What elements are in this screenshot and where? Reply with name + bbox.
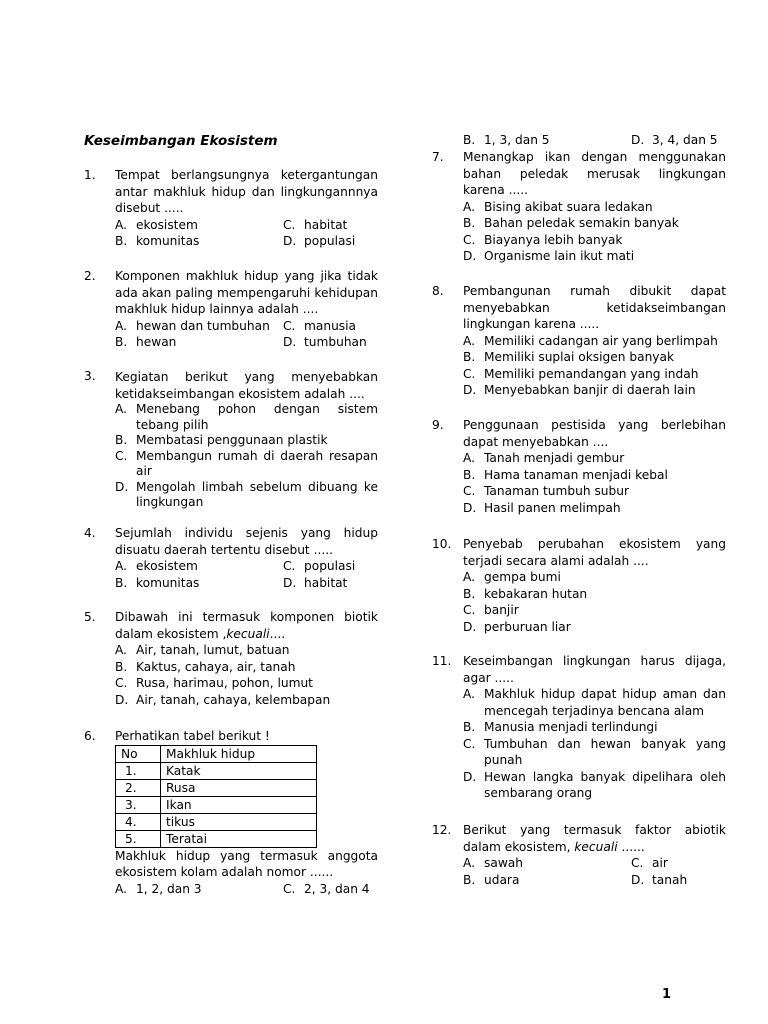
question-number: 4. [84, 526, 96, 540]
page-title: Keseimbangan Ekosistem [84, 133, 278, 149]
question-text: Perhatikan tabel berikut ! [115, 729, 270, 743]
page-number: 1 [662, 987, 672, 1002]
option-d[interactable]: D. 3, 4, dan 5 [631, 133, 718, 147]
question-4 [84, 525, 378, 591]
question-number: 9. [432, 418, 444, 432]
options [463, 199, 726, 265]
question-number: 2. [84, 269, 96, 283]
option-b[interactable]: B. Hama tanaman menjadi kebal [463, 467, 668, 482]
option-c[interactable]: C. Membangun rumah di daerah resapan air [115, 448, 378, 478]
options [115, 642, 378, 708]
option-b[interactable]: B. Membatasi penggunaan plastik [115, 433, 328, 447]
question-10 [432, 536, 726, 635]
option-b[interactable]: B. Manusia menjadi terlindungi [463, 720, 658, 734]
question-text: Pembangunan rumah dibukit dapat menyebabkan ketidakseimbangan lingkungan karena ..... [463, 284, 726, 331]
question-text: Tempat berlangsungnya ketergantungan antar makhluk hidup dan lingkungannnya disebut ..... [115, 168, 378, 215]
question-number: 7. [432, 150, 444, 164]
option-d[interactable]: D. populasi [283, 234, 356, 248]
question-3 [84, 369, 378, 511]
option-a[interactable]: A. 1, 2, dan 3 [115, 881, 202, 896]
option-d[interactable]: D. Organisme lain ikut mati [463, 249, 635, 263]
question-number: 8. [432, 284, 444, 298]
option-b[interactable]: B. komunitas [115, 234, 200, 248]
option-d[interactable]: D. Mengolah limbah sebelum dibuang ke lingkungan [115, 479, 378, 509]
question-text: Kegiatan berikut yang menyebabkan ketidakseimbangan ekosistem adalah .... [115, 370, 378, 401]
option-a[interactable]: A. gempa bumi [463, 570, 561, 584]
option-a[interactable]: A. hewan dan tumbuhan [115, 318, 270, 333]
option-d[interactable]: D. Air, tanah, cahaya, kelembapan [115, 692, 331, 707]
options [115, 881, 378, 898]
option-a[interactable]: A. Memiliki cadangan air yang berlimpah [463, 333, 718, 348]
option-b[interactable]: B. Kaktus, cahaya, air, tanah [115, 659, 296, 674]
option-d[interactable]: D. Hewan langka banyak dipelihara oleh sembarang orang [463, 769, 726, 800]
option-c[interactable]: C. Memiliki pemandangan yang indah [463, 366, 699, 381]
options [463, 450, 726, 516]
options [463, 132, 726, 149]
option-b[interactable]: B. komunitas [115, 575, 200, 590]
question-6 [84, 728, 378, 897]
options [463, 333, 726, 399]
question-text: Penyebab perubahan ekosistem yang terjadi secara alami adalah .... [463, 537, 726, 568]
question-text: Keseimbangan lingkungan harus dijaga, agar ..... [463, 654, 726, 685]
question-text: Menangkap ikan dengan menggunakan bahan peledak merusak lingkungan karena ..... [463, 150, 726, 197]
question-2 [84, 268, 378, 351]
option-a[interactable]: A. sawah [463, 856, 523, 870]
options [463, 569, 726, 635]
question-text: Berikut yang termasuk faktor abiotik dalam ekosistem, kecuali ...... [463, 823, 726, 854]
option-d[interactable]: D. tumbuhan [283, 335, 367, 349]
options [463, 855, 726, 888]
option-c[interactable]: C. populasi [283, 559, 356, 573]
options [115, 558, 378, 591]
question-12 [432, 822, 726, 888]
option-d[interactable]: D. Hasil panen melimpah [463, 500, 621, 515]
table-row: 3. Ikan [116, 796, 317, 813]
option-a[interactable]: A. Makhluk hidup dapat hidup aman dan mencegah terjadinya bencana alam [463, 687, 726, 718]
question-9 [432, 417, 726, 516]
question-text-continued: Makhluk hidup yang termasuk anggota ekosistem kolam adalah nomor ...... [115, 848, 378, 879]
question-6-continued [463, 132, 726, 149]
option-c[interactable]: C. 2, 3, dan 4 [283, 881, 370, 896]
option-a[interactable]: A. ekosistem [115, 559, 198, 573]
table-header-no: No [116, 745, 161, 762]
table-row: 1. Katak [116, 762, 317, 779]
question-11 [432, 653, 726, 802]
option-b[interactable]: B. kebakaran hutan [463, 586, 588, 601]
table-header-row [116, 745, 317, 762]
option-a[interactable]: A. Bising akibat suara ledakan [463, 199, 653, 214]
option-c[interactable]: C. banjir [463, 603, 519, 617]
question-text: Komponen makhluk hidup yang jika tidak ada akan paling mempengaruhi kehidupan makhluk hidup lainnya adalah .... [115, 269, 378, 316]
question-5 [84, 609, 378, 708]
question-number: 1. [84, 168, 96, 182]
option-b[interactable]: B. udara [463, 872, 520, 887]
question-text: Penggunaan pestisida yang berlebihan dapat menyebabkan .... [463, 418, 726, 449]
organism-table [115, 745, 317, 848]
table-row: 4. tikus [116, 813, 317, 830]
options [115, 217, 378, 250]
options [463, 686, 726, 802]
question-8 [432, 283, 726, 399]
option-b[interactable]: B. hewan [115, 335, 177, 349]
option-d[interactable]: D. perburuan liar [463, 619, 571, 634]
question-number: 12. [432, 823, 452, 837]
option-c[interactable]: C. Biayanya lebih banyak [463, 232, 623, 247]
option-c[interactable]: C. air [631, 856, 668, 870]
option-c[interactable]: C. habitat [283, 217, 348, 232]
option-d[interactable]: D. Menyebabkan banjir di daerah lain [463, 383, 696, 397]
table-row: 5. Teratai [116, 830, 317, 847]
option-d[interactable]: D. habitat [283, 575, 348, 590]
option-a[interactable]: A. Air, tanah, lumut, batuan [115, 643, 290, 657]
option-c[interactable]: C. manusia [283, 318, 356, 333]
option-c[interactable]: C. Rusa, harimau, pohon, lumut [115, 676, 313, 690]
question-1 [84, 167, 378, 250]
option-d[interactable]: D. tanah [631, 872, 688, 887]
option-b[interactable]: B. 1, 3, dan 5 [463, 133, 550, 147]
question-number: 10. [432, 537, 452, 551]
question-number: 6. [84, 729, 96, 743]
option-c[interactable]: C. Tanaman tumbuh subur [463, 484, 630, 498]
options [115, 318, 378, 351]
option-c[interactable]: C. Tumbuhan dan hewan banyak yang punah [463, 736, 726, 767]
table-header-name: Makhluk hidup [161, 745, 317, 762]
option-b[interactable]: B. Bahan peledak semakin banyak [463, 216, 679, 230]
question-7 [432, 149, 726, 265]
question-number: 5. [84, 610, 96, 624]
option-a[interactable]: A. Tanah menjadi gembur [463, 451, 625, 465]
question-text: Dibawah ini termasuk komponen biotik dalam ekosistem ,kecuali.... [115, 610, 378, 641]
question-number: 11. [432, 654, 452, 668]
table-row: 2. Rusa [116, 779, 317, 796]
option-b[interactable]: B. Memiliki suplai oksigen banyak [463, 350, 675, 364]
question-number: 3. [84, 369, 96, 383]
question-text: Sejumlah individu sejenis yang hidup disuatu daerah tertentu disebut ..... [115, 526, 378, 557]
option-a[interactable]: A. ekosistem [115, 217, 198, 232]
option-a[interactable]: A. Menebang pohon dengan sistem tebang pilih [115, 402, 378, 432]
options [115, 402, 378, 511]
